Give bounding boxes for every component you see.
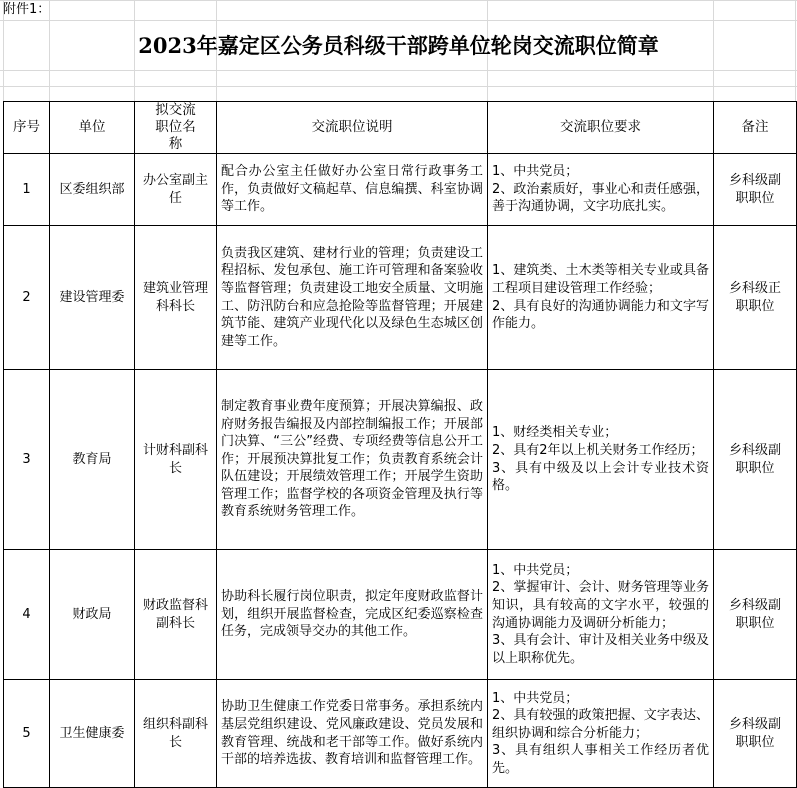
cell-remark: 乡科级副职职位 <box>714 550 797 680</box>
cell-description <box>217 370 488 550</box>
header-position-text: 拟交流职位名称 <box>155 102 196 152</box>
table-row <box>4 550 797 680</box>
cell-position: 计财科副科长 <box>135 370 217 550</box>
cell-position: 办公室副主任 <box>135 154 217 226</box>
cell-requirements <box>488 680 714 788</box>
cell-position: 财政监督科副科长 <box>135 550 217 680</box>
cell-unit: 区委组织部 <box>50 154 135 226</box>
cell-remark: 乡科级副职职位 <box>714 680 797 788</box>
cell-seq: 2 <box>4 226 50 370</box>
cell-remark: 乡科级副职职位 <box>714 370 797 550</box>
cell-requirements <box>488 550 714 680</box>
document-title: 2023年嘉定区公务员科级干部跨单位轮岗交流职位简章 <box>138 33 659 58</box>
requirements-text: 1、建筑类、土木类等相关专业或具备工程项目建设管理工作经验； 2、具有良好的沟通协调能力和文字写作能力。 <box>492 263 709 332</box>
header-row <box>4 102 797 154</box>
description-text: 负责我区建筑、建材行业的管理；负责建设工程招标、发包承包、施工许可管理和备案验收等监督管理；负责建设工地安全质量、文明施工、防汛防台和应急抢险等监督管理；开展建筑节能、建筑产业现代化以及绿色生态城区创建等工作。 <box>221 245 483 349</box>
cell-unit: 教育局 <box>50 370 135 550</box>
cell-description <box>217 550 488 680</box>
cell-position: 组织科副科长 <box>135 680 217 788</box>
grid-line <box>0 20 797 21</box>
description-text: 制定教育事业费年度预算；开展决算编报、政府财务报告编报及内部控制编报工作；开展部门决算、“三公”经费、专项经费等信息公开工作；开展预决算批复工作；负责教育系统会计队伍建设；开展绩效管理工作；开展学生资助管理工作；监督学校的各项资金管理及执行等教育系统财务管理工作。 <box>221 398 483 520</box>
cell-unit: 财政局 <box>50 550 135 680</box>
cell-seq: 1 <box>4 154 50 226</box>
header-requirements: 交流职位要求 <box>488 102 714 154</box>
description-text: 协助卫生健康工作党委日常事务。承担系统内基层党组织建设、党风廉政建设、党员发展和教育管理、统战和老干部等工作。做好系统内干部的培养选拔、教育培训和监督管理工作。 <box>221 699 483 768</box>
requirements-text: 1、中共党员； 2、具有较强的政策把握、文字表达、组织协调和综合分析能力； 3、具有组织人事相关工作经历者优先。 <box>492 690 709 776</box>
cell-requirements <box>488 370 714 550</box>
cell-requirements <box>488 226 714 370</box>
header-remark: 备注 <box>714 102 797 154</box>
requirements-text: 1、中共党员； 2、政治素质好，事业心和责任感强，善于沟通协调，文字功底扎实。 <box>492 164 709 215</box>
positions-table <box>3 101 797 788</box>
cell-seq: 4 <box>4 550 50 680</box>
cell-remark: 乡科级正职职位 <box>714 226 797 370</box>
cell-unit: 建设管理委 <box>50 226 135 370</box>
description-text: 协助科长履行岗位职责，拟定年度财政监督计划，组织开展监督检查，完成区纪委巡察检查任务，完成领导交办的其他工作。 <box>221 589 483 640</box>
table-row <box>4 680 797 788</box>
header-unit: 单位 <box>50 102 135 154</box>
cell-position: 建筑业管理科科长 <box>135 226 217 370</box>
table-row <box>4 370 797 550</box>
cell-description <box>217 154 488 226</box>
description-text: 配合办公室主任做好办公室日常行政事务工作，负责做好文稿起草、信息编撰、科室协调等工作。 <box>221 164 483 215</box>
header-description: 交流职位说明 <box>217 102 488 154</box>
grid-line <box>0 70 797 71</box>
grid-line <box>0 86 797 87</box>
cell-seq: 3 <box>4 370 50 550</box>
header-seq: 序号 <box>4 102 50 154</box>
grid-line <box>0 0 797 1</box>
cell-requirements <box>488 154 714 226</box>
cell-description <box>217 226 488 370</box>
requirements-text: 1、中共党员； 2、掌握审计、会计、财务管理等业务知识，具有较高的文字水平，较强的沟通协调能力及调研分析能力； 3、具有会计、审计及相关业务中级及以上职称优先。 <box>492 562 709 666</box>
attachment-label: 附件1： <box>3 2 51 17</box>
cell-unit: 卫生健康委 <box>50 680 135 788</box>
cell-description <box>217 680 488 788</box>
table-row <box>4 226 797 370</box>
table-row <box>4 154 797 226</box>
cell-seq: 5 <box>4 680 50 788</box>
header-position <box>135 102 217 154</box>
requirements-text: 1、财经类相关专业； 2、具有2年以上机关财务工作经历； 3、具有中级及以上会计专业技术资格。 <box>492 425 709 494</box>
cell-remark: 乡科级副职职位 <box>714 154 797 226</box>
